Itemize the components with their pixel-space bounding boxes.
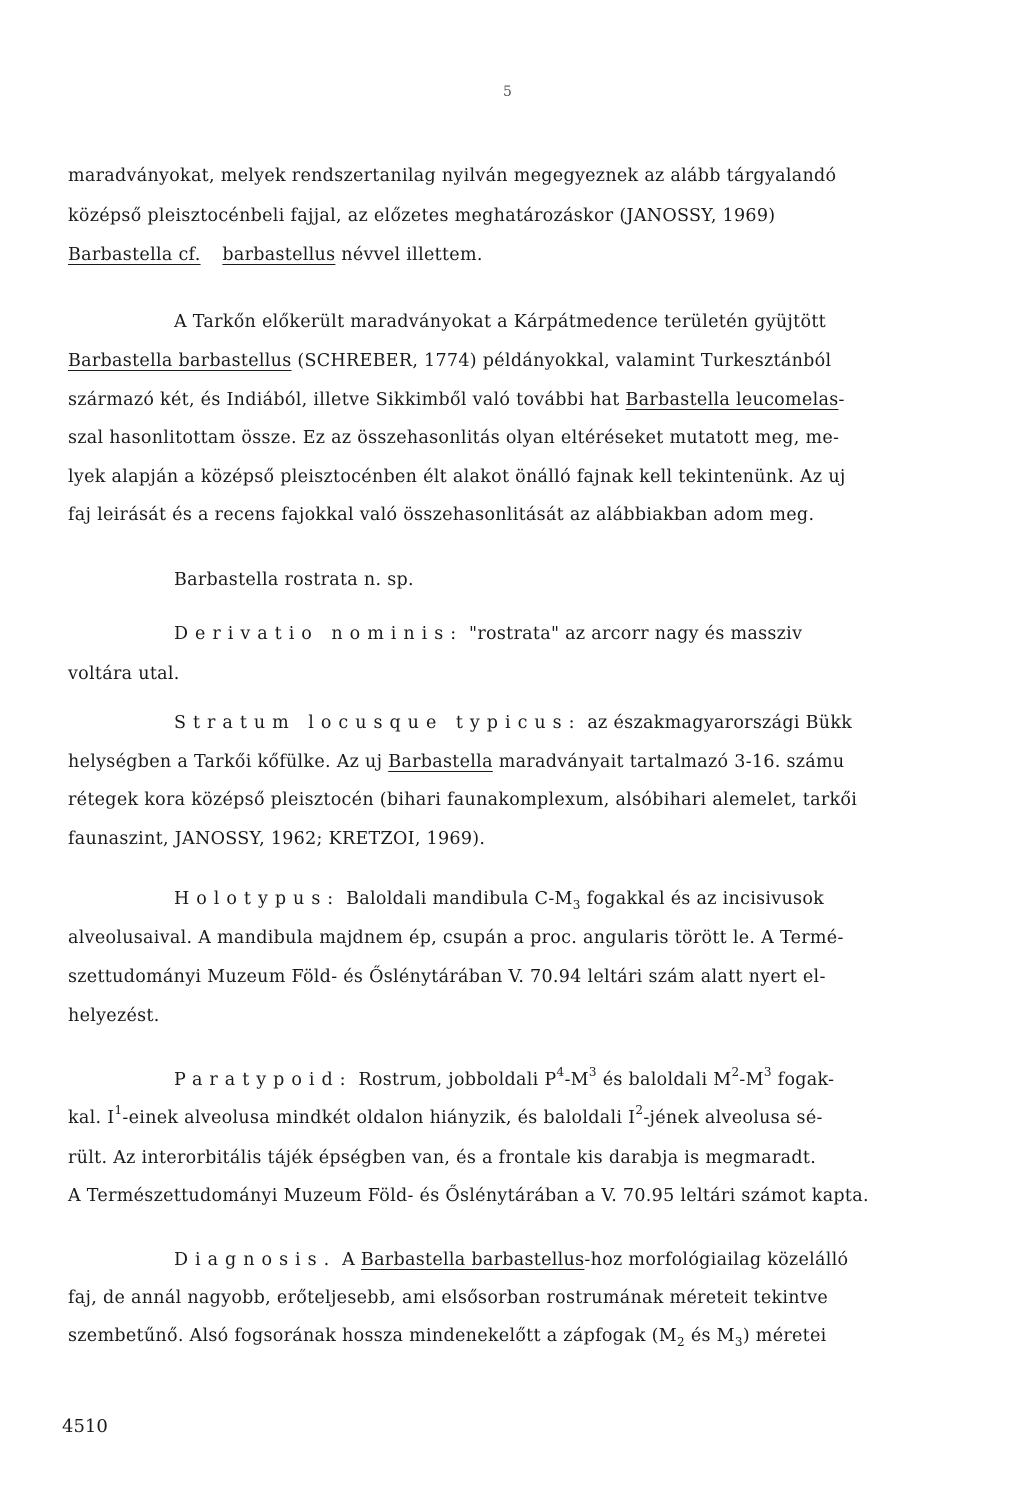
text-line: származó két, és Indiából, illetve Sikkimből való további hat Barbastella leucomelas- [68, 390, 845, 410]
species-heading: Barbastella rostrata n. sp. [174, 570, 414, 590]
taxon-name: Barbastella cf. [68, 245, 201, 265]
text-line: faunaszint, JANOSSY, 1962; KRETZOI, 1969). [68, 829, 486, 849]
section-label: Stratum locusque typicus: [174, 713, 582, 733]
text-line: Barbastella cf. barbastellus névvel illettem. [68, 245, 483, 265]
text-line: lyek alapján a középső pleisztocénben élt alakot önálló fajnak kell tekintenünk. Az uj [68, 467, 846, 487]
text-line: faj leirását és a recens fajokkal való összehasonlitását az alábbiakban adom meg. [68, 505, 815, 525]
text-line: középső pleisztocénbeli fajjal, az előzetes meghatározáskor (JANOSSY, 1969) [68, 206, 776, 226]
text-line: rült. Az interorbitális tájék épségben van, és a frontale kis darabja is megmaradt. [68, 1148, 817, 1168]
text-line: helyezést. [68, 1006, 160, 1026]
text-line: Holotypus: Baloldali mandibula $C-M_3$ fogakkal és az incisivusok [174, 889, 825, 912]
text-line: szembetűnő. Alsó fogsorának hossza mindenekelőtt a zápfogak ($M_2$ és $M_3$) méretei [68, 1326, 827, 1349]
text-line: kal. $I^1$-einek alveolusa mindkét oldalon hiányzik, és baloldali $I^2$-jének alveolusa sé- [68, 1103, 823, 1128]
text-line: rétegek kora középső pleisztocén (bihari faunakomplexum, alsóbihari alemelet, tarkői [68, 790, 858, 810]
section-label: Holotypus: [174, 889, 341, 909]
text-line: Barbastella barbastellus (SCHREBER, 1774) példányokkal, valamint Turkesztánból [68, 351, 832, 371]
text-line: A Tarkőn előkerült maradványokat a Kárpátmedence területén gyüjtött [174, 312, 826, 332]
text-line: szettudományi Muzeum Föld- és Őslénytárában V. 70.94 leltári szám alatt nyert el- [68, 967, 826, 987]
taxon-name: Barbastella barbastellus [360, 1250, 585, 1270]
text-line: Paratypoid: Rostrum, jobboldali $P^4-M^3$ és baloldali $M^2-M^3$ fogak- [174, 1065, 835, 1090]
text-line: faj, de annál nagyobb, erőteljesebb, ami elsősorban rostrumának méreteit tekintve [68, 1288, 829, 1308]
taxon-name: barbastellus [222, 245, 336, 265]
section-label: Diagnosis. [174, 1250, 337, 1270]
text-line: maradványokat, melyek rendszertanilag nyilván megegyeznek az alább tárgyalandó [68, 166, 837, 186]
footer-code: 4510 [62, 1416, 108, 1437]
taxon-name: Barbastella [388, 752, 493, 772]
section-label: Paratypoid: [174, 1070, 353, 1090]
section-label: Derivatio nominis: [174, 624, 464, 644]
text-line: voltára utal. [68, 664, 180, 684]
taxon-name: Barbastella barbastellus [68, 351, 292, 371]
text-line: szal hasonlitottam össze. Ez az összehasonlitás olyan eltéréseket mutatott meg, me- [68, 428, 840, 448]
text-line: Derivatio nominis: "rostrata" az arcorr nagy és massziv [174, 624, 803, 644]
text-line: Stratum locusque typicus: az északmagyarországi Bükk [174, 713, 853, 733]
text-line: A Természettudományi Muzeum Föld- és Őslénytárában a V. 70.95 leltári számot kapta. [68, 1186, 869, 1206]
page-number: 5 [503, 84, 512, 100]
text-line: Diagnosis. A Barbastella barbastellus-hoz morfológiailag közelálló [174, 1250, 849, 1270]
text-line: alveolusaival. A mandibula majdnem ép, csupán a proc. angularis törött le. A Termé- [68, 928, 844, 948]
taxon-name: Barbastella leucomelas [625, 390, 839, 410]
text-line: helységben a Tarkői kőfülke. Az uj Barbastella maradványait tartalmazó 3-16. számu [68, 752, 845, 772]
